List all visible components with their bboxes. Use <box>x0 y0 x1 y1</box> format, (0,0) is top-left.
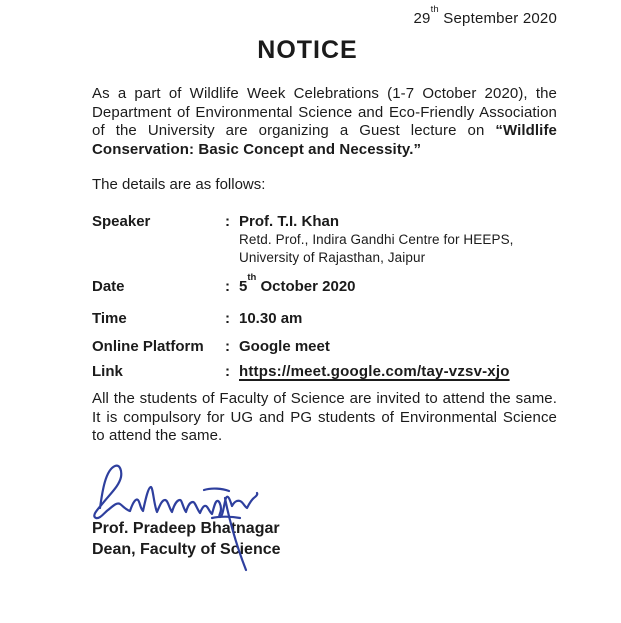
details-list <box>92 212 557 381</box>
speaker-value <box>239 212 557 266</box>
issued-date-ordinal: th <box>430 3 439 15</box>
meet-link[interactable]: https://meet.google.com/tay-vzsv-xjo <box>239 363 510 380</box>
detail-row-time <box>92 309 557 328</box>
intro-paragraph <box>92 85 557 159</box>
issued-date-month-year: September 2020 <box>438 10 557 27</box>
date-day: 5 <box>239 278 248 295</box>
detail-row-link <box>92 362 557 381</box>
closing-paragraph: All the students of Faculty of Science are invited to attend the same. It is compulsory for UG and PG students of Environmental Science to attend the same. <box>92 390 557 444</box>
speaker-name: Prof. T.I. Khan <box>239 213 340 230</box>
time-label: Time <box>92 310 127 327</box>
date-value <box>239 271 557 296</box>
speaker-affiliation-line1: Retd. Prof., Indira Gandhi Centre for HEEPS, <box>239 232 514 247</box>
issued-date-day: 29 <box>413 10 431 27</box>
time-colon: : <box>225 310 230 327</box>
details-heading: The details are as follows: <box>92 176 266 193</box>
platform-colon: : <box>225 338 230 355</box>
detail-row-speaker <box>92 212 557 266</box>
lecture-topic: “Wildlife Conservation: Basic Concept and Necessity.” <box>92 122 557 158</box>
time-value: 10.30 am <box>239 310 303 327</box>
link-value <box>239 362 557 381</box>
date-colon: : <box>225 278 230 295</box>
detail-row-platform <box>92 337 557 356</box>
speaker-affiliation-line2: University of Rajasthan, Jaipur <box>239 249 426 265</box>
date-ordinal: th <box>247 271 257 283</box>
notice-title: NOTICE <box>257 36 358 64</box>
detail-row-date <box>92 271 557 296</box>
signatory-name: Prof. Pradeep Bhatnagar <box>92 519 280 537</box>
issued-date <box>92 3 557 27</box>
intro-regular-text: As a part of Wildlife Week Celebrations (1-7 October 2020), the Department of Environmental Science and Eco-Friendly Association of the University are organizing a Guest lecture on <box>92 85 557 139</box>
link-label: Link <box>92 363 123 380</box>
speaker-colon: : <box>225 213 230 230</box>
link-colon: : <box>225 363 230 380</box>
signatory-block <box>92 518 557 560</box>
signatory-role: Dean, Faculty of Science <box>92 540 281 558</box>
platform-value: Google meet <box>239 338 330 355</box>
speaker-label: Speaker <box>92 213 151 230</box>
platform-label: Online Platform <box>92 338 204 355</box>
date-month-year: October 2020 <box>256 278 356 295</box>
date-label: Date <box>92 278 125 295</box>
